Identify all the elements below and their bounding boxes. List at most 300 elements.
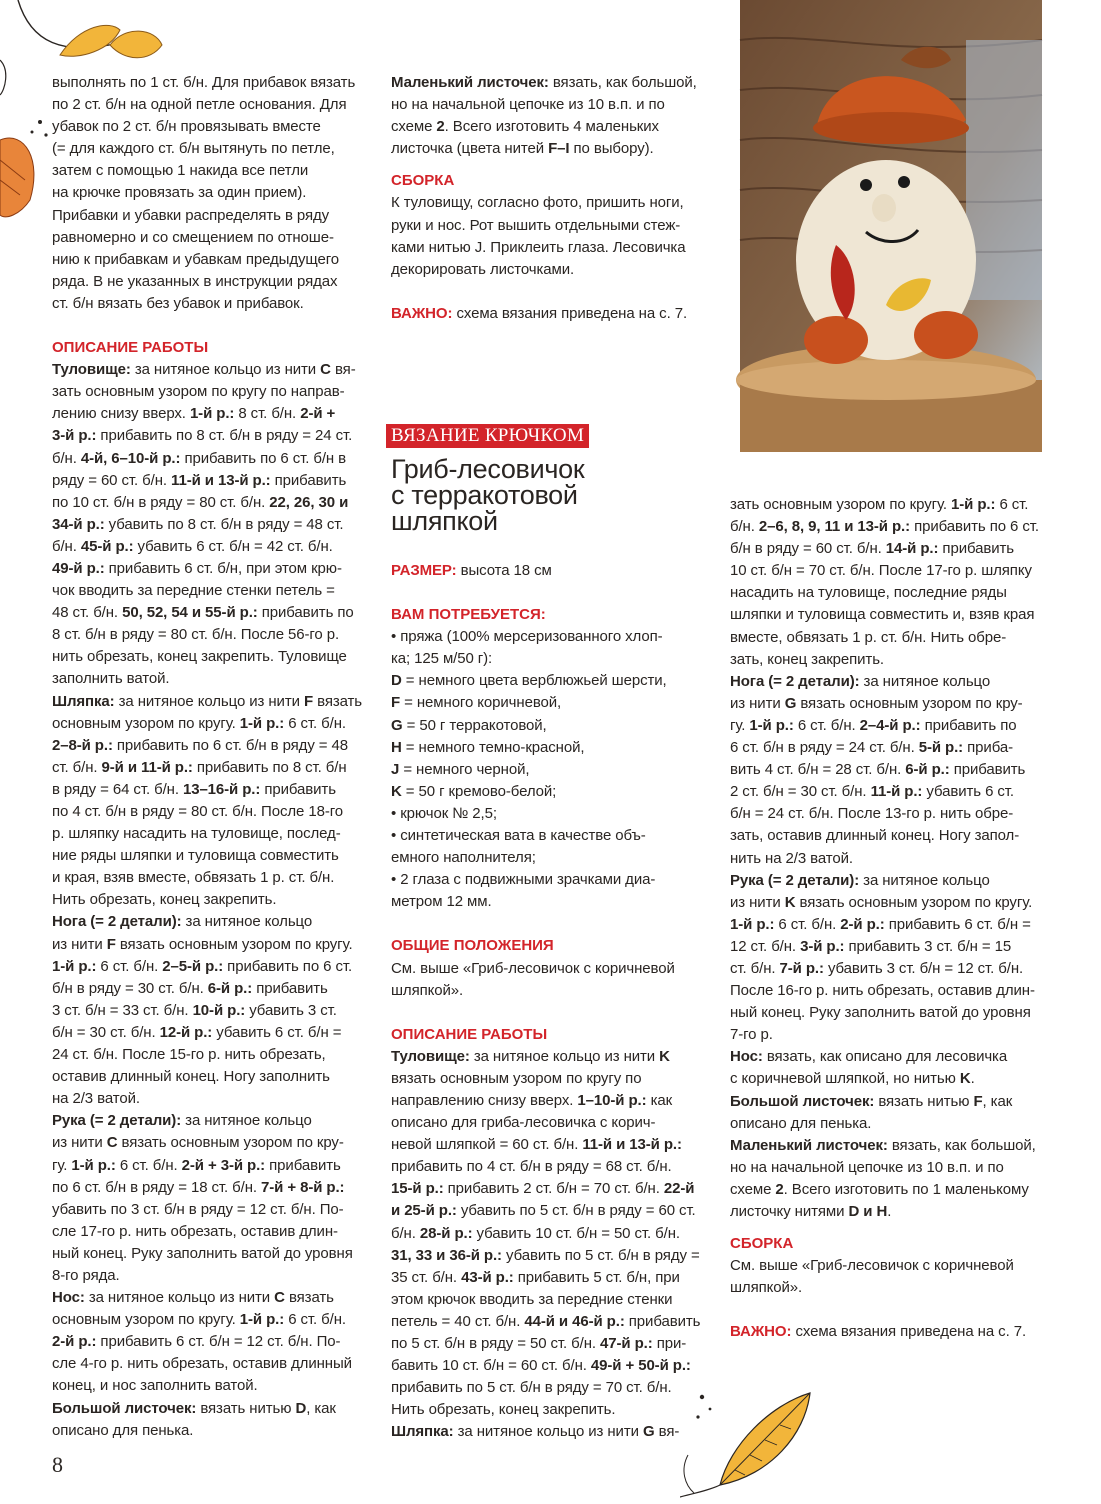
text-segment: вязать основным узором по кругу. [115,935,353,953]
text-line [730,958,1052,980]
materials-list [391,626,713,913]
text-segment: нить обрезать, конец закрепить. Туловище [52,648,347,666]
text-line [730,1113,1052,1135]
bold-term: 2–8-й р.: [52,736,113,754]
text-segment: прибавить 6 ст. б/н = [884,915,1031,933]
text-segment: прибавить по [920,716,1017,734]
text-segment: по 5 ст. б/н в ряду = 50 ст. б/н. [391,1335,601,1352]
text-line: ками нитью J. Приклеить глаза. Лесовичка [391,238,686,256]
bold-term: F–I [548,140,570,158]
text-line [52,889,374,911]
text-segment: 6 ст. б/н. [774,915,841,933]
bold-term: 1-й р.: [951,496,996,513]
text-line [52,1287,374,1309]
text-line [730,781,1052,803]
text-segment: по 6 ст. б/н в ряду = 18 ст. б/н. [52,1178,262,1196]
bold-term: 11-й и 13-й р.: [171,471,271,489]
text-line [52,691,374,713]
text-line [391,1046,713,1068]
text-line [730,1201,1052,1223]
text-segment: прибавить по 5 ст. б/н в ряду = 70 ст. б/н. [391,1379,672,1397]
text-segment: . [970,1070,975,1088]
bold-term: F [106,935,116,953]
text-segment: оставив длинный конец. Ногу заполнить [52,1068,330,1086]
work-description-body [52,359,374,1442]
general-heading: ОБЩИЕ ПОЛОЖЕНИЯ [391,937,554,955]
assembly-heading: СБОРКА [391,172,455,190]
text-segment: из нити [52,1134,107,1152]
text-segment: листочку нитями [730,1203,849,1220]
bold-term: 15-й р.: [391,1180,444,1198]
bold-term: 2 [775,1180,784,1198]
text-line [391,72,713,94]
text-segment: 24 ст. б/н. После 15-го р. нить обрезать, [52,1046,326,1064]
text-segment: вя- [654,1423,680,1441]
text-line [391,1311,713,1333]
text-line [52,757,374,779]
text-line: См. выше «Гриб-лесовичок с коричневой [730,1257,1014,1275]
text-line [52,359,374,381]
text-segment: гу. [52,1156,72,1174]
text-segment: как [646,1091,673,1109]
text-segment: и края, взяв вместе, обвязать 1 р. ст. б/н. [52,869,335,887]
text-line [52,1331,374,1353]
text-line [52,801,374,823]
text-line [52,1375,374,1397]
text-segment: убавить 10 ст. б/н = 50 ст. б/н. [472,1224,680,1242]
text-segment: зать, конец закрепить. [730,650,884,668]
text-segment: петель = 40 ст. б/н. [391,1312,525,1330]
text-line [391,1090,713,1112]
important-note-2: ВАЖНО: схема вязания приведена на с. 7. [730,1323,1027,1341]
bold-term: 28-й р.: [419,1224,473,1242]
text-line [730,693,1052,715]
text-segment: вязать основным узором по кру- [796,694,1023,712]
bold-term: 1-й р.: [749,716,794,734]
text-segment: Нить обрезать, конец закрепить. [52,891,277,909]
bold-term: Туловище: [391,1047,470,1065]
text-segment: прибавить 3 ст. б/н = 15 [844,937,1012,955]
text-line [52,448,374,470]
bold-term: 49-й р.: [52,559,105,577]
bold-term: 14-й р.: [885,540,939,558]
bold-term: K [659,1047,670,1065]
text-segment: • пряжа (100% мерсеризованного хлоп- [391,628,663,646]
size-line: РАЗМЕР: высота 18 см [391,562,552,579]
text-segment: прибавить по 8 ст. б/н [192,758,347,776]
assembly-paragraph [391,192,713,280]
text-segment: прибавить по 6 ст. б/н в ряду = 48 [112,736,349,754]
text-line [730,516,1052,538]
work-description-heading: ОПИСАНИЕ РАБОТЫ [52,339,209,357]
text-line [391,1156,713,1178]
text-line [52,492,374,514]
text-line [391,715,713,737]
bold-term: Нос: [52,1289,85,1307]
bold-term: F [303,692,314,710]
text-line [52,1088,374,1110]
text-line: убавок по 2 ст. б/н провязывать вместе [52,118,321,136]
text-line [52,1221,374,1243]
text-line: ст. б/н вязать без убавок и прибавок. [52,294,304,312]
text-line [730,1046,1052,1068]
text-line [391,1333,713,1355]
bold-term: C [320,361,331,379]
important-note: ВАЖНО: схема вязания приведена на с. 7. [391,304,688,322]
bold-term: 11-й и 13-й р.: [582,1136,682,1154]
text-line [52,381,374,403]
text-segment: из нити [730,694,785,712]
bold-term: 4-й, 6–10-й р.: [80,449,181,467]
bold-term: 2-й р.: [840,915,885,933]
text-segment: вить 4 ст. б/н = 28 ст. б/н. [730,761,906,779]
text-line [391,94,713,116]
text-line: по 2 ст. б/н на одной петле основания. Для [52,96,347,114]
text-line [52,735,374,757]
text-segment: б/н. [391,1224,420,1242]
text-line [52,1000,374,1022]
text-segment: вязать основным узором по кругу. [795,893,1033,911]
text-segment: сле 4-го р. нить обрезать, оставив длинный [52,1355,352,1373]
bold-term: Большой листочек: [52,1399,197,1417]
text-segment: вязать [313,692,363,710]
text-line [730,825,1052,847]
text-line [730,848,1052,870]
bold-term: 49-й + 50-й р.: [590,1357,691,1375]
text-segment: б/н в ряду = 30 ст. б/н. [52,979,208,997]
text-segment: приба- [963,739,1013,757]
text-segment: но на начальной цепочке из 10 в.п. и по [730,1158,1004,1176]
text-segment: зать основным узором по кругу. [730,496,952,513]
text-line [730,538,1052,560]
page-number: 8 [52,1452,63,1477]
text-line [730,1135,1052,1157]
text-line [52,646,374,668]
text-segment: прибавить 5 ст. б/н, при [513,1268,680,1286]
bold-term: 47-й р.: [600,1335,653,1352]
text-segment: вязать [284,1289,334,1307]
text-segment: ст. б/н. [52,758,102,776]
assembly-paragraph-2 [730,1255,1052,1299]
text-segment: ка; 125 м/50 г): [391,650,493,668]
text-line [52,1309,374,1331]
text-line [391,803,713,825]
text-line [730,627,1052,649]
bold-term: D [391,672,402,690]
text-segment: на 2/3 ватой. [52,1090,140,1108]
text-line [391,869,713,891]
text-line [391,1267,713,1289]
bold-term: Нога (= 2 детали): [730,672,860,690]
text-segment: ряду = 60 ст. б/н. [52,471,172,489]
bold-term: D и H [848,1203,888,1220]
bold-term: 5-й р.: [918,739,964,757]
bold-term: 1-й р.: [52,957,97,975]
text-line [52,558,374,580]
text-segment: б/н. [730,518,759,536]
text-segment: прибавить [260,780,336,798]
text-segment: насадить на туловище, последние ряды [730,584,1007,602]
text-segment: • синтетическая вата в качестве объ- [391,827,646,845]
text-line [391,737,713,759]
text-line [391,1399,713,1421]
text-segment: за нитяное кольцо [859,672,991,690]
bold-term: 22, 26, 30 и [269,493,349,511]
text-line [391,1245,713,1267]
bold-term: 7-й р.: [779,959,824,977]
text-segment: направлению снизу вверх. [391,1091,578,1109]
bold-term: Нога (= 2 детали): [52,913,182,931]
text-line [52,713,374,735]
text-segment: 6 ст. б/н. [284,714,346,732]
text-line [391,1178,713,1200]
text-segment: • крючок № 2,5; [391,804,497,822]
text-line [391,692,713,714]
bold-term: 2–6, 8, 9, 11 и 13-й р.: [758,518,911,536]
text-line [391,1134,713,1156]
text-line [52,425,374,447]
text-segment: за нитяное кольцо из нити [114,692,304,710]
general-paragraph [391,958,713,1002]
text-segment: убавить по 5 ст. б/н в ряду = 60 ст. [456,1202,696,1220]
text-segment: 48 ст. б/н. [52,604,123,622]
text-line: нию к прибавкам и убавкам предыдущего [52,250,339,268]
text-line [52,1044,374,1066]
text-segment: заполнить ватой. [52,670,170,688]
text-line [391,847,713,869]
text-line [52,1110,374,1132]
bold-term: K [959,1070,971,1088]
text-segment: , как [982,1092,1013,1110]
text-line [730,870,1052,892]
text-segment: 12 ст. б/н. [730,937,801,955]
bold-term: 1-й р.: [239,714,285,732]
text-segment: вязать, как большой, [887,1136,1036,1154]
text-line: См. выше «Гриб-лесовичок с коричневой [391,959,675,977]
text-segment: б/н = 30 ст. б/н. [52,1023,160,1041]
text-segment: за нитяное кольцо из нити [130,361,321,379]
text-segment: б/н. [52,449,81,467]
work-description-body-2 [391,1046,713,1444]
text-line [52,911,374,933]
bold-term: 1-й р.: [71,1156,116,1174]
bold-term: 6-й р.: [905,761,950,779]
text-line [730,494,1052,516]
text-segment: вязать нитью [874,1092,974,1110]
bold-term: H [391,738,402,756]
text-segment: сле 17-го р. нить обрезать, оставив длин- [52,1222,338,1240]
bold-term: 1-й р.: [730,915,775,933]
text-segment: описано для гриба-лесовичка с корич- [391,1114,656,1132]
section-tag: ВЯЗАНИЕ КРЮЧКОМ [386,424,589,448]
text-line: (= для каждого ст. б/н вытянуть по петле, [52,140,335,158]
text-segment: убавить 6 ст. [922,783,1014,801]
text-segment: в ряду = 64 ст. б/н. [52,780,183,798]
text-segment: ный конец. Руку заполнить ватой до уровня [730,1004,1031,1022]
text-line [52,1353,374,1375]
text-segment: 7-го р. [730,1026,773,1044]
text-segment: 6 ст. б/н в ряду = 24 ст. б/н. [730,739,919,757]
text-line [391,670,713,692]
bold-term: Туловище: [52,361,131,379]
text-line [52,956,374,978]
text-segment: схеме [730,1180,776,1198]
text-line [730,1091,1052,1113]
text-segment: прибавить [252,979,328,997]
text-line [52,602,374,624]
text-segment: = немного темно-красной, [401,738,585,756]
text-line [391,781,713,803]
bold-term: 43-й р.: [461,1268,514,1286]
text-segment: прибавить по 8 ст. б/н в ряду = 24 ст. [96,427,353,445]
text-segment: метром 12 мм. [391,893,492,911]
bold-term: 7-й + 8-й р.: [261,1178,345,1196]
bold-term: 13–16-й р.: [182,780,261,798]
text-segment: из нити [52,935,107,953]
column-3 [730,494,1052,1343]
bold-term: Рука (= 2 детали): [730,871,860,889]
text-segment: за нитяное кольцо [181,1112,312,1130]
text-line [391,1377,713,1399]
text-segment: этом крючок вводить за передние стенки [391,1290,673,1308]
text-line [52,1022,374,1044]
text-segment: 35 ст. б/н. [391,1268,462,1286]
text-segment: б/н. [52,537,81,555]
text-segment: , как [306,1399,336,1417]
text-line [52,624,374,646]
bold-term: 31, 33 и 36-й р.: [391,1246,502,1264]
text-segment: схеме [391,118,437,136]
text-segment: вязать основным узором по кру- [117,1134,344,1152]
text-line [391,1200,713,1222]
text-segment: описано для пенька. [730,1114,872,1132]
text-line [52,1066,374,1088]
bold-term: 2-й р.: [52,1333,97,1351]
text-segment: прибавить [624,1312,701,1330]
text-segment: лению снизу вверх. [52,405,190,423]
text-segment: вязать нитью [196,1399,296,1417]
column-2-bottom [391,560,713,1443]
text-segment: = немного цвета верблюжьей шерсти, [401,672,667,690]
text-segment: за нитяное кольцо из нити [469,1047,660,1065]
text-segment: по выбору). [569,140,654,158]
text-line [391,759,713,781]
text-line [730,892,1052,914]
text-segment: с коричневой шляпкой, но нитью [730,1070,960,1088]
text-segment: . Всего изготовить по 1 маленькому [783,1180,1029,1198]
text-line [391,1068,713,1090]
text-segment: = 50 г терракотовой, [402,716,547,734]
bold-term: C [106,1134,118,1152]
bold-term: 2–4-й р.: [859,716,921,734]
column-1 [52,72,374,1442]
text-segment: прибавить 2 ст. б/н = 70 ст. б/н. [443,1180,664,1198]
text-segment: за нитяное кольцо из нити [84,1289,275,1307]
bold-term: F [973,1092,983,1110]
text-line [52,514,374,536]
text-line [52,823,374,845]
text-line [730,1002,1052,1024]
intro-paragraph [52,72,374,315]
bold-term: 45-й р.: [80,537,134,555]
text-line [52,978,374,1000]
bold-term: 11-й р.: [870,783,923,801]
text-segment: основным узором по кругу. [52,714,240,732]
article-title: Гриб-лесовичок с терракотовой шляпкой [391,454,585,536]
text-line [391,825,713,847]
text-segment: р. шляпку насадить на туловище, послед- [52,825,341,843]
text-line: К туловищу, согласно фото, пришить ноги, [391,194,684,212]
text-line [730,914,1052,936]
text-segment: за нитяное кольцо [859,871,990,889]
text-line [52,1398,374,1420]
text-segment: вязать основным узором по кругу по [391,1069,642,1087]
text-segment: убавить 3 ст. б/н = 12 ст. б/н. [823,959,1024,977]
text-line: шляпкой». [391,981,464,999]
text-segment: убавить по 3 ст. б/н в ряду = 12 ст. б/н. По- [52,1200,344,1218]
bold-term: K [784,893,796,911]
text-segment: вя- [330,361,356,379]
text-line [391,116,713,138]
text-segment: = немного черной, [399,760,530,778]
text-line [730,803,1052,825]
text-segment: 6 ст. б/н. [793,716,860,734]
text-line [391,891,713,913]
column-3-body [730,494,1052,1223]
text-segment: прибавить по 6 ст. б/н в [180,449,347,467]
text-segment: прибавить [938,540,1014,558]
text-segment: 10 ст. б/н = 70 ст. б/н. После 17-го р. шляпку [730,562,1032,580]
text-line: ряда. В не указанных в инструкции рядах [52,272,338,290]
text-line [52,779,374,801]
bold-term: 10-й р.: [192,1001,246,1019]
bold-term: 22-й [663,1180,695,1198]
text-line [391,1421,713,1443]
text-line: затем с помощью 1 накида все петли [52,162,309,180]
text-segment: Нить обрезать, конец закрепить. [391,1401,616,1419]
bold-term: Нос: [730,1048,763,1066]
text-segment: вязать, как описано для лесовичка [762,1048,1008,1066]
text-line [730,1179,1052,1201]
text-segment: 6 ст. б/н. [284,1311,346,1329]
text-line [730,759,1052,781]
text-segment: по 10 ст. б/н в ряду = 80 ст. б/н. [52,493,270,511]
text-line [391,138,713,160]
text-segment: ный конец. Руку заполнить ватой до уровня [52,1244,353,1262]
text-line [730,715,1052,737]
text-segment: 3 ст. б/н = 33 ст. б/н. [52,1001,193,1019]
text-segment: за нитяное кольцо [181,913,313,931]
bold-term: 1–10-й р.: [577,1091,647,1109]
text-line [52,867,374,889]
bold-term: D [295,1399,307,1417]
text-segment: но на начальной цепочке из 10 в.п. и по [391,96,665,114]
text-segment: прибавить по 4 ст. б/н в ряду = 68 ст. б/н. [391,1158,672,1176]
text-line [52,1155,374,1177]
text-line [730,1157,1052,1179]
bold-term: J [391,760,400,778]
bold-term: Рука (= 2 детали): [52,1112,182,1130]
bold-term: 1-й р.: [189,405,235,423]
text-line: шляпкой». [730,1279,803,1297]
text-segment: зать, оставив длинный конец. Ногу запол- [730,827,1020,845]
text-segment: при- [652,1335,687,1352]
text-line [52,1199,374,1221]
bold-term: 9-й и 11-й р.: [101,758,193,776]
text-segment: убавить 6 ст. б/н = 42 ст. б/н. [133,537,333,555]
text-segment: убавить по 5 ст. б/н в ряду = [501,1246,700,1264]
bold-term: K [391,782,402,800]
